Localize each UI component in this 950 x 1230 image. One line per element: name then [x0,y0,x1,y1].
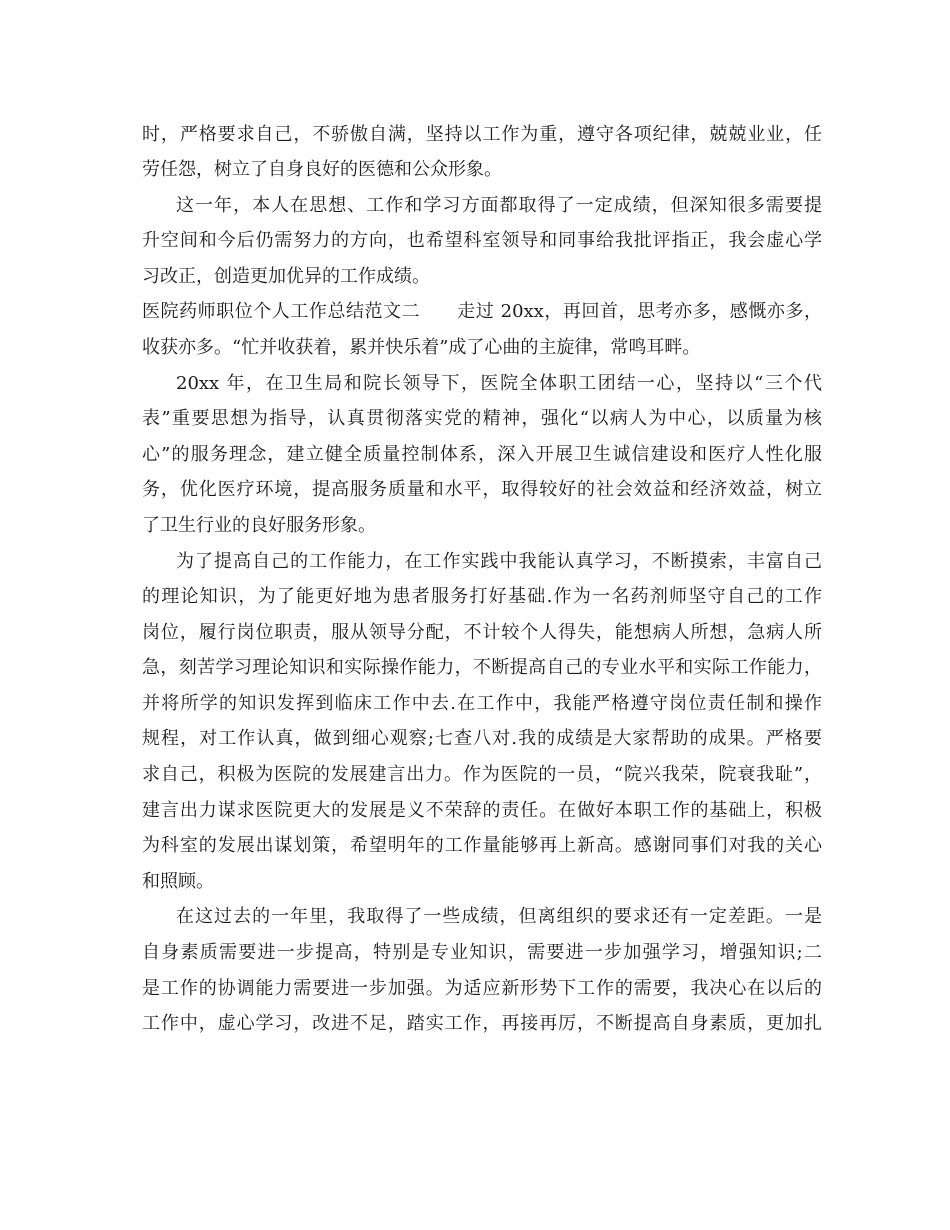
text-line: 升空间和今后仍需努力的方向，也希望科室领导和同事给我批评指正，我会虚心学 [142,230,822,251]
text-line: 时，严格要求自己，不骄傲自满，坚持以工作为重，遵守各项纪律，兢兢业业，任 [142,124,822,145]
text-line: 劳任怨，树立了自身良好的医德和公众形象。 [142,159,502,180]
text-line: 并将所学的知识发挥到临床工作中去.在工作中，我能严格遵守岗位责任制和操作 [142,693,822,714]
text-line: 岗位，履行岗位职责，服从领导分配，不计较个人得失，能想病人所想，急病人所 [142,622,822,643]
text-line: 心”的服务理念，建立健全质量控制体系，深入开展卫生诚信建设和医疗人性化服 [142,444,822,465]
text-line: 为科室的发展出谋划策，希望明年的工作量能够再上新高。感谢同事们对我的关心 [142,835,822,856]
text-line: 习改正，创造更加优异的工作成绩。 [142,266,430,287]
text-line: 自身素质需要进一步提高，特别是专业知识，需要进一步加强学习，增强知识;二 [142,942,822,963]
text-line: 是工作的协调能力需要进一步加强。为适应新形势下工作的需要，我决心在以后的 [142,978,822,999]
text-line: 求自己，积极为医院的发展建言出力。作为医院的一员，“院兴我荣，院衰我耻”， [142,764,822,785]
text-line: 建言出力谋求医院更大的发展是义不荣辞的责任。在做好本职工作的基础上，积极 [142,800,822,821]
text-line: 规程，对工作认真，做到细心观察;七查八对.我的成绩是大家帮助的成果。严格要 [142,728,822,749]
text-line: 急，刻苦学习理论知识和实际操作能力，不断提高自己的专业水平和实际工作能力， [142,657,822,678]
text-line: 在这过去的一年里，我取得了一些成绩，但离组织的要求还有一定差距。一是 [176,906,822,927]
text-line: 和照顾。 [142,871,214,892]
text-line: 的理论知识，为了能更好地为患者服务打好基础.作为一名药剂师坚守自己的工作 [142,586,822,607]
text-line: 工作中，虚心学习，改进不足，踏实工作，再接再厉，不断提高自身素质，更加扎 [142,1013,822,1034]
text-line: 为了提高自己的工作能力，在工作实践中我能认真学习，不断摸索，丰富自己 [176,551,822,572]
text-line: 20xx 年，在卫生局和院长领导下，医院全体职工团结一心，坚持以“三个代 [176,373,822,394]
text-line: 收获亦多。“忙并收获着，累并快乐着”成了心曲的主旋律，常鸣耳畔。 [142,337,701,358]
text-line: 这一年，本人在思想、工作和学习方面都取得了一定成绩，但深知很多需要提 [176,195,822,216]
text-line: 表”重要思想为指导，认真贯彻落实党的精神，强化“以病人为中心，以质量为核 [142,408,822,429]
text-line: 了卫生行业的良好服务形象。 [142,515,376,536]
text-line: 务，优化医疗环境，提高服务质量和水平，取得较好的社会效益和经济效益，树立 [142,479,822,500]
section-heading-line: 医院药师职位个人工作总结范文二 走过 20xx，再回首，思考亦多，感慨亦多， [142,301,822,322]
